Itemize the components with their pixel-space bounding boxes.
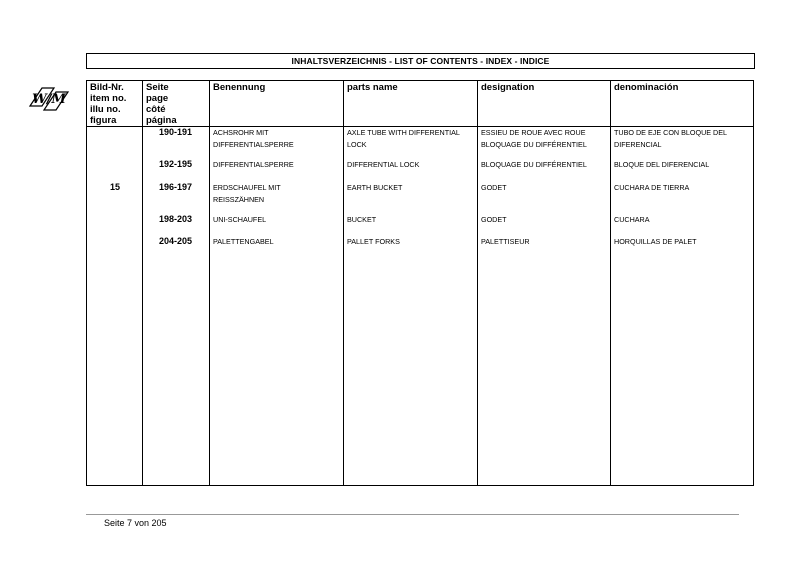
header-page: Seite page côté página [146, 82, 177, 126]
row-figure: 15 [109, 182, 120, 192]
row-en: DIFFERENTIAL LOCK [347, 160, 420, 169]
footer-divider [86, 514, 739, 515]
row-es: BLOQUE DEL DIFERENCIAL [614, 160, 710, 169]
document-title: INHALTSVERZEICHNIS - LIST OF CONTENTS - INDEX - INDICE [86, 53, 755, 69]
header-parts-name: parts name [347, 82, 398, 93]
row-pages: 192-195 [158, 159, 192, 169]
row-pages: 190-191 [158, 127, 192, 137]
header-designation: designation [481, 82, 535, 93]
contents-table [86, 80, 754, 486]
svg-text:W/M: W/M [32, 92, 66, 107]
row-de: UNI-SCHAUFEL [213, 215, 267, 224]
row-de: PALETTENGABEL [213, 237, 274, 246]
page-number: Seite 7 von 205 [104, 518, 167, 528]
header-figure-no: Bild-Nr. item no. illu no. figura [90, 82, 127, 126]
row-de: ACHSROHR MIT DIFFERENTIALSPERRE [213, 128, 294, 149]
row-fr: ESSIEU DE ROUE AVEC ROUE BLOQUAGE DU DIFFÉRENTIEL [481, 128, 587, 149]
row-es: CUCHARA [614, 215, 650, 224]
row-en: AXLE TUBE WITH DIFFERENTIAL LOCK [347, 128, 460, 149]
row-es: HORQUILLAS DE PALET [614, 237, 697, 246]
row-fr: PALETTISEUR [481, 237, 530, 246]
row-es: TUBO DE EJE CON BLOQUE DEL DIFERENCIAL [614, 128, 728, 149]
row-fr: GODET [481, 183, 507, 192]
row-de: ERDSCHAUFEL MIT REISSZÄHNEN [213, 183, 281, 204]
row-en: EARTH BUCKET [347, 183, 403, 192]
row-pages: 196-197 [158, 182, 192, 192]
row-de: DIFFERENTIALSPERRE [213, 160, 294, 169]
row-en: PALLET FORKS [347, 237, 400, 246]
row-en: BUCKET [347, 215, 377, 224]
header-benennung: Benennung [213, 82, 266, 93]
row-fr: BLOQUAGE DU DIFFÉRENTIEL [481, 160, 587, 169]
row-pages: 204-205 [158, 236, 192, 246]
row-pages: 198-203 [158, 214, 192, 224]
wm-logo-icon [28, 80, 70, 118]
header-denominacion: denominación [614, 82, 679, 93]
row-fr: GODET [481, 215, 507, 224]
row-es: CUCHARA DE TIERRA [614, 183, 690, 192]
